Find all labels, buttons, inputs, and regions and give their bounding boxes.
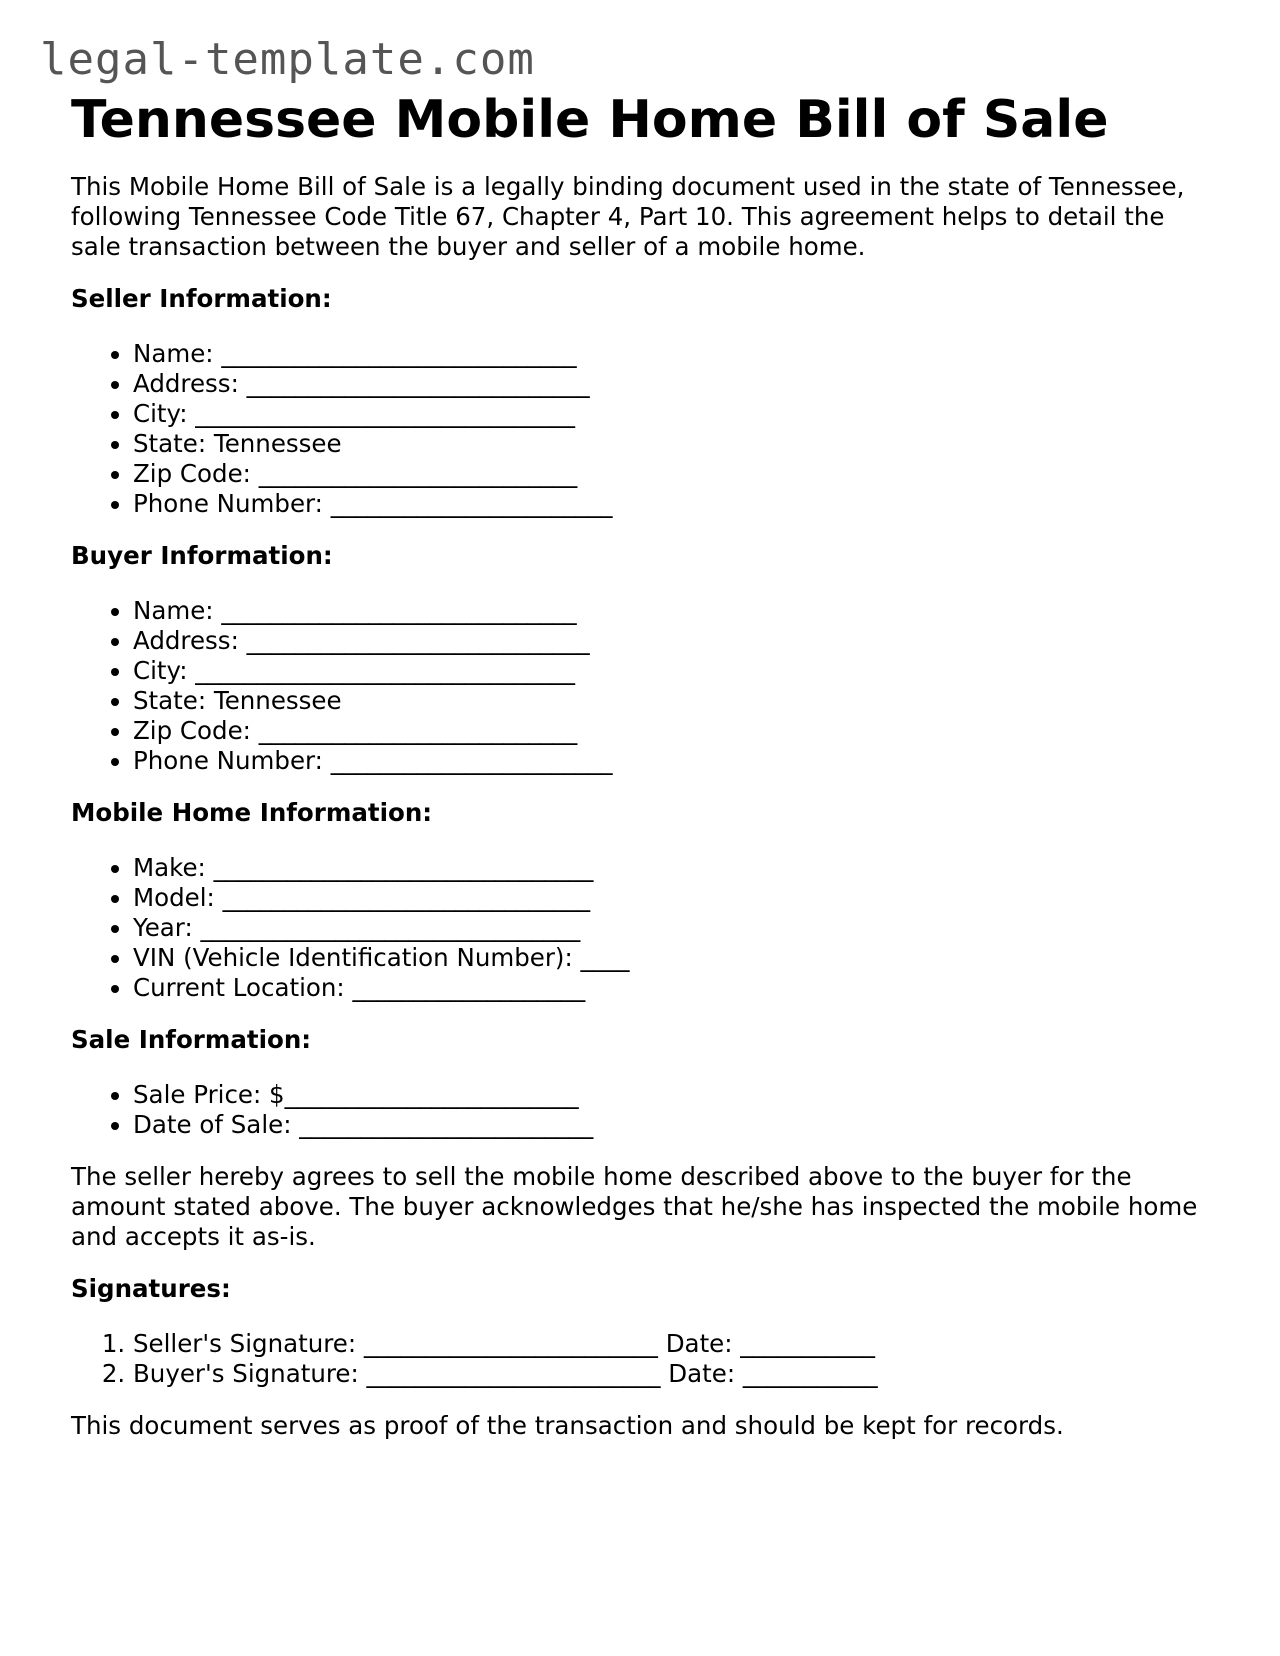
buyer-zip-field: • Zip Code: __________________________ (133, 716, 1221, 746)
buyer-list (71, 596, 1221, 776)
mobile-home-list (71, 853, 1221, 1003)
buyer-name-field: • Name: _____________________________ (133, 596, 1221, 626)
current-location-field: • Current Location: ___________________ (133, 973, 1221, 1003)
buyer-address-field: • Address: ____________________________ (133, 626, 1221, 656)
buyer-city-field: • City: _______________________________ (133, 656, 1221, 686)
signatures-heading: Signatures: (71, 1274, 231, 1303)
closing-paragraph: This document serves as proof of the transaction and should be kept for records. (71, 1411, 1064, 1440)
page-title: Tennessee Mobile Home Bill of Sale (71, 90, 1109, 150)
intro-paragraph: This Mobile Home Bill of Sale is a legally binding document used in the state of Tennessee, following Tennessee Code Title 67, Chapter 4, Part 10. This agreement helps to detail the sale transaction between the buyer and seller of a mobile home. (71, 172, 1185, 261)
make-field: • Make: _______________________________ (133, 853, 1221, 883)
seller-list (71, 339, 1221, 519)
seller-heading: Seller Information: (71, 284, 332, 313)
model-field: • Model: ______________________________ (133, 883, 1221, 913)
sale-list (71, 1080, 1221, 1140)
mobile-home-heading: Mobile Home Information: (71, 798, 433, 827)
document (71, 88, 1221, 1441)
signatures-list (71, 1329, 1221, 1389)
seller-signature-line: 1. Seller's Signature: ________________________ Date: ___________ (133, 1329, 1221, 1359)
buyer-state-field: • State: Tennessee (133, 686, 1221, 716)
seller-state-field: • State: Tennessee (133, 429, 1221, 459)
buyer-signature-line: 2. Buyer's Signature: ________________________ Date: ___________ (133, 1359, 1221, 1389)
seller-address-field: • Address: ____________________________ (133, 369, 1221, 399)
sale-price-field: • Sale Price: $________________________ (133, 1080, 1221, 1110)
buyer-heading: Buyer Information: (71, 541, 333, 570)
seller-zip-field: • Zip Code: __________________________ (133, 459, 1221, 489)
vin-field: • VIN (Vehicle Identification Number): ____ (133, 943, 1221, 973)
seller-city-field: • City: _______________________________ (133, 399, 1221, 429)
seller-phone-field: • Phone Number: _______________________ (133, 489, 1221, 519)
buyer-phone-field: • Phone Number: _______________________ (133, 746, 1221, 776)
date-of-sale-field: • Date of Sale: ________________________ (133, 1110, 1221, 1140)
agreement-paragraph: The seller hereby agrees to sell the mobile home described above to the buyer for the amount stated above. The buyer acknowledges that he/she has inspected the mobile home and accepts it as-is. (71, 1162, 1198, 1251)
year-field: • Year: _______________________________ (133, 913, 1221, 943)
seller-name-field: • Name: _____________________________ (133, 339, 1221, 369)
watermark-logo: legal-template.com (40, 34, 535, 85)
sale-heading: Sale Information: (71, 1025, 312, 1054)
